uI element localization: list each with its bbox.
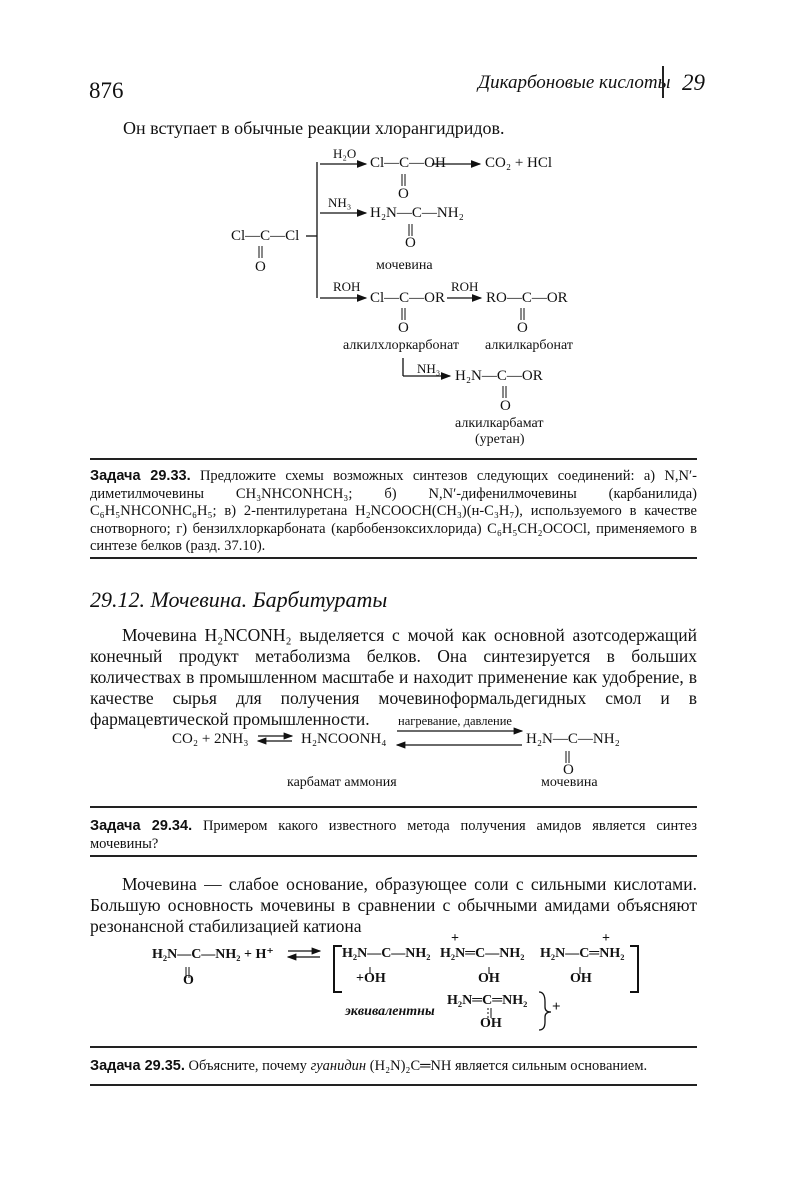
resonance-form-3: H₂N—C═NH₂ [540,946,625,961]
task-29-35-text-after: (H₂N)₂C═NH является сильным основанием. [369,1058,648,1074]
scheme2-urea-o: O [563,762,574,778]
reagent-ammonia: NH₃ [328,195,352,210]
alkyl-chloroformate-formula: Cl—C—OR [370,290,446,306]
resonance-form-3-charge: + [602,931,610,946]
chloroformic-acid-o: O [398,186,409,202]
dialkyl-carbonate-formula: RO—C—OR [486,290,568,306]
section-title: 29.12. Мочевина. Барбитураты [90,587,388,612]
resonance-form-3-oh: OH [570,971,592,986]
resonance-form-2-charge: + [451,931,459,946]
urea-carbonyl-o: O [405,235,416,251]
carbamate-carbonyl-o: O [500,398,511,414]
resonance-form-1-oh: +OH [356,971,386,986]
page-number: 876 [89,78,124,103]
task-29-35-label: Задача 29.35. [90,1058,185,1074]
phosgene-formula: Cl—C—Cl [231,228,300,244]
chapter-number: 29 [682,70,705,95]
paragraph-urea: Мочевина H₂NCONH₂ выделяется с мочой как основной азотсодержащий конечный продукт метаболизма белков. Она синтезируется в больших количествах в промышленном масштабе и находит применение как удобрение, в качестве сырья для получения мочевиноформальдегидных смол и в фармацевтической промышленности. [90,625,697,729]
resonance-form-2: H₂N═C—NH₂ [440,946,525,961]
scheme2-reactants: CO₂ + 2NH₃ [172,731,249,747]
label-alkyl-carbonate: алкилкарбонат [485,338,573,353]
intro-sentence: Он вступает в обычные реакции хлорангидридов. [123,118,505,138]
reaction-conditions: нагревание, давление [398,714,512,728]
running-title: Дикарбоновые кислоты [478,72,671,93]
reagent-ammonia2: NH₃ [417,361,441,376]
task-29-33-label: Задача 29.33. [90,468,191,484]
task-29-34-text: Примером какого известного метода получения амидов является синтез мочевины? [90,818,697,852]
task-29-35-bottom-rule [90,1084,697,1086]
urea-formula: H₂N—C—NH₂ [370,205,464,221]
resonance-hybrid-oh: OH [480,1016,502,1031]
hydrolysis-products: CO₂ + HCl [485,155,553,171]
label-alkyl-chloroformate: алкилхлоркарбонат [343,338,459,353]
resonance-form-1: H₂N—C—NH₂ [342,946,431,961]
task-29-34-label: Задача 29.34. [90,818,193,834]
reagent-roh: ROH [333,279,361,294]
chloroformate-carbonyl-o: O [398,320,409,336]
task-29-35-text-before: Объясните, почему [188,1058,307,1074]
resonance-hybrid-charge: + [552,999,561,1015]
urea-label: мочевина [376,258,433,273]
label-urea: мочевина [541,775,598,790]
task-29-35-term: гуанидин [310,1058,367,1074]
scheme2-urea-formula: H₂N—C—NH₂ [526,731,620,747]
label-alkyl-carbamate: алкилкарбамат [455,416,544,431]
task-29-35 [90,1058,697,1076]
label-ammonium-carbamate: карбамат аммония [287,775,397,790]
chloroformic-acid: Cl—C—OH [370,155,446,171]
task-29-33-text: Предложите схемы возможных синтезов следующих соединений: а) N,N′-диметилмочевины CH₃NHCONHCH₃; б) N,N′-дифенилмочевины (карбанилида) C₆H₅NHCONHC₆H₅; в) 2-пентилуретана H₂NCOOCH(CH₃)(н-C₃H₇), используемого в качестве снотворного; г) бензилхлоркарбоната (карбобензоксихлорида) C₆H₅CH₂OCOCl, применяемого в синтезе белков (разд. 37.10). [90,468,697,554]
label-urethane: (уретан) [475,432,525,447]
urea-plus-proton: H₂N—C—NH₂ + H⁺ [152,947,274,962]
resonance-form-2-oh: OH [478,971,500,986]
alkyl-carbamate-formula: H₂N—C—OR [455,368,543,384]
paragraph-basicity: Мочевина — слабое основание, образующее соли с сильными кислотами. Большую основность мочевины в сравнении с обычными амидами объясняют резонансной стабилизацией катиона [90,874,697,936]
equivalent-label: эквивалентны [345,1004,435,1019]
task-29-35-top-rule [90,1046,697,1048]
reagent-water: H₂O [333,146,357,161]
urea-plus-proton-o: O [183,973,194,988]
phosgene-carbonyl-o: O [255,259,266,275]
resonance-hybrid: H₂N═C═NH₂ [447,993,528,1008]
reagent-roh2: ROH [451,279,479,294]
ammonium-carbamate-formula: H₂NCOONH₄ [301,731,387,747]
carbonate-carbonyl-o: O [517,320,528,336]
